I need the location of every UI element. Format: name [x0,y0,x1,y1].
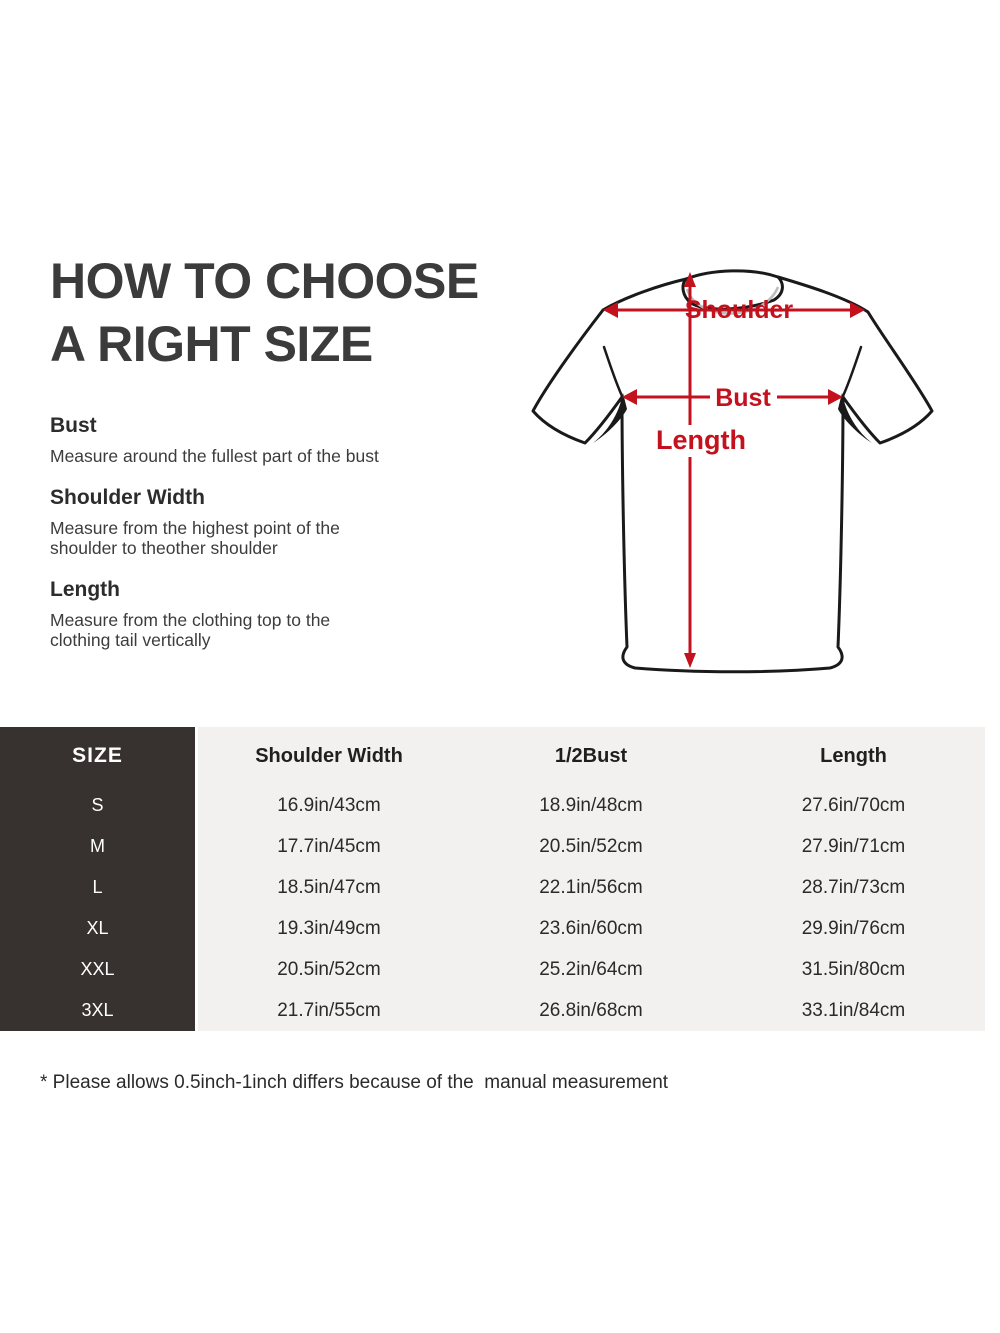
page-title-line2: A RIGHT SIZE [50,316,373,372]
table-row-xxl [0,949,985,990]
guide-text-line: Measure from the highest point of the [50,518,340,538]
guide-section-shoulder-width [50,484,490,558]
measurement-guide [50,414,490,668]
guide-section-length [50,576,490,650]
table-row-3xl [0,990,985,1031]
cell-size: S [0,785,195,826]
table-row-m [0,826,985,867]
page-title-line1: HOW TO CHOOSE [50,253,479,309]
cell-bust: 20.5in/52cm [460,826,722,867]
tshirt-diagram-svg [500,235,960,705]
cell-bust: 26.8in/68cm [460,990,722,1031]
header-half-bust: 1/2Bust [460,727,722,785]
header-length: Length [722,727,985,785]
size-table [0,727,985,1031]
tshirt-diagram [500,235,960,705]
bust-label: Bust [715,384,771,412]
collar-back-line [686,271,778,279]
cell-size: 3XL [0,990,195,1031]
cell-bust: 22.1in/56cm [460,867,722,908]
guide-text-line: shoulder to theother shoulder [50,538,278,558]
guide-heading-bust: Bust [50,414,97,437]
cell-size: L [0,867,195,908]
cell-length: 27.6in/70cm [722,785,985,826]
tshirt-body [533,277,932,672]
cell-shoulder: 21.7in/55cm [198,990,460,1031]
cell-bust: 25.2in/64cm [460,949,722,990]
header-shoulder-width: Shoulder Width [198,727,460,785]
cell-length: 33.1in/84cm [722,990,985,1031]
cell-shoulder: 17.7in/45cm [198,826,460,867]
table-row-l [0,867,985,908]
guide-heading-shoulder-width: Shoulder Width [50,486,205,509]
cell-bust: 18.9in/48cm [460,785,722,826]
page-title [50,250,479,376]
guide-text-line: clothing tail vertically [50,630,211,650]
cell-bust: 23.6in/60cm [460,908,722,949]
header-size: SIZE [0,727,195,785]
table-row-s [0,785,985,826]
guide-heading-length: Length [50,578,120,601]
tshirt-outline [533,271,932,672]
cell-size: M [0,826,195,867]
cell-shoulder: 18.5in/47cm [198,867,460,908]
cell-length: 31.5in/80cm [722,949,985,990]
guide-section-bust [50,412,379,466]
cell-shoulder: 16.9in/43cm [198,785,460,826]
cell-size: XL [0,908,195,949]
measurement-disclaimer: * Please allows 0.5inch-1inch differs because of the manual measurement [40,1072,669,1093]
guide-text-line: Measure from the clothing top to the [50,610,331,630]
cell-length: 29.9in/76cm [722,908,985,949]
cell-shoulder: 19.3in/49cm [198,908,460,949]
shoulder-label: Shoulder [684,296,794,324]
cell-length: 27.9in/71cm [722,826,985,867]
cell-size: XXL [0,949,195,990]
length-label: Length [656,425,746,455]
guide-text-line: Measure around the fullest part of the bust [50,446,379,466]
cell-length: 28.7in/73cm [722,867,985,908]
table-row-xl [0,908,985,949]
cell-shoulder: 20.5in/52cm [198,949,460,990]
table-header-row [0,727,985,785]
